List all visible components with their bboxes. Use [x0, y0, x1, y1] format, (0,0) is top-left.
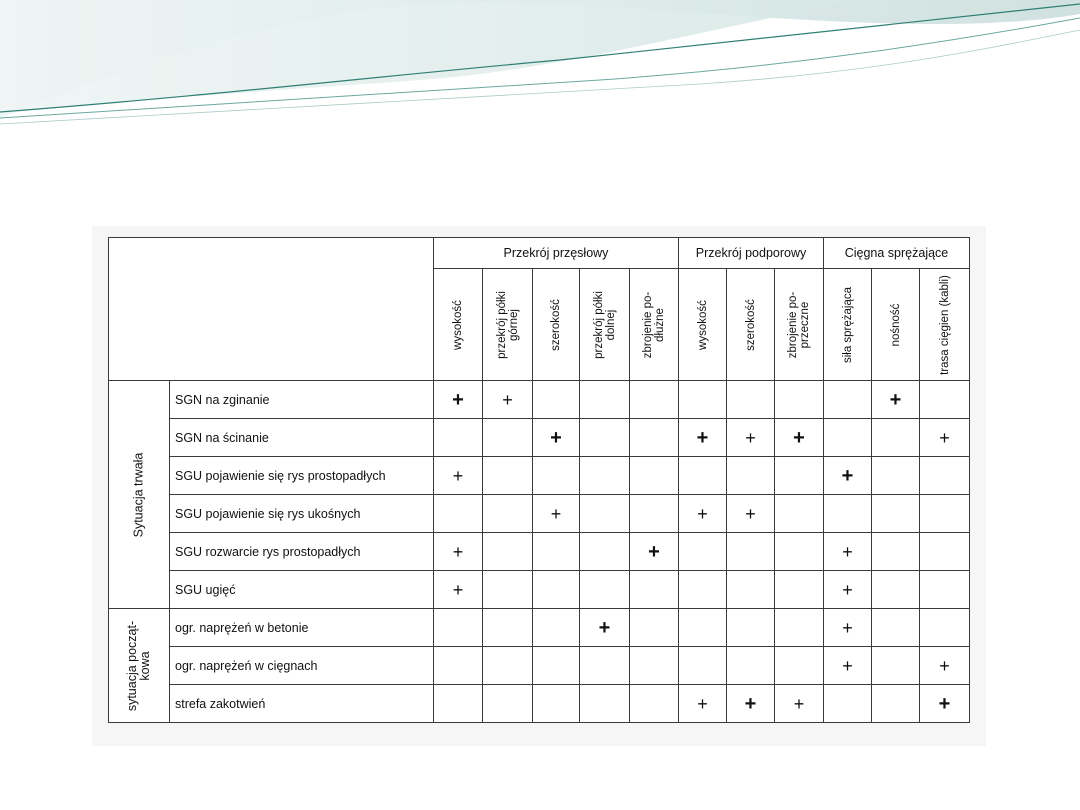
empty-cell [872, 457, 920, 495]
empty-cell [727, 457, 775, 495]
plus-mark-cell: + [533, 495, 580, 533]
empty-cell [483, 609, 533, 647]
empty-cell [483, 457, 533, 495]
empty-cell [483, 685, 533, 723]
column-header [727, 269, 775, 381]
plus-mark-cell: + [775, 419, 824, 457]
group-header-tendons: Cięgna sprężające [824, 238, 970, 269]
plus-mark-cell: + [434, 457, 483, 495]
empty-cell [679, 533, 727, 571]
plus-mark-cell: + [824, 457, 872, 495]
row-label: SGU ugięć [170, 571, 434, 609]
plus-mark-cell: + [824, 609, 872, 647]
plus-mark-cell: + [824, 647, 872, 685]
table-row [109, 609, 970, 647]
empty-cell [483, 495, 533, 533]
empty-cell [775, 533, 824, 571]
empty-cell [533, 647, 580, 685]
plus-mark-cell: + [630, 533, 679, 571]
column-header [434, 269, 483, 381]
empty-cell [872, 495, 920, 533]
plus-mark-cell: + [920, 647, 970, 685]
empty-cell [580, 571, 630, 609]
requirements-matrix [108, 237, 970, 723]
column-header [775, 269, 824, 381]
plus-mark-cell: + [434, 571, 483, 609]
plus-mark-cell: + [727, 419, 775, 457]
empty-cell [434, 647, 483, 685]
column-header-label: przekrój półki dolnej [592, 290, 617, 359]
empty-cell [434, 495, 483, 533]
empty-cell [434, 609, 483, 647]
plus-mark-cell: + [580, 609, 630, 647]
empty-cell [580, 457, 630, 495]
empty-cell [727, 647, 775, 685]
group-header-span: Przekrój przęsłowy [434, 238, 679, 269]
empty-cell [483, 533, 533, 571]
empty-cell [727, 533, 775, 571]
empty-cell [920, 609, 970, 647]
empty-cell [533, 609, 580, 647]
empty-cell [679, 609, 727, 647]
column-header-label: szerokość [550, 298, 562, 351]
row-label: SGU rozwarcie rys prostopadłych [170, 533, 434, 571]
empty-cell [580, 381, 630, 419]
empty-cell [533, 571, 580, 609]
section-label-cell [109, 381, 170, 609]
group-header-support: Przekrój podporowy [679, 238, 824, 269]
empty-cell [872, 419, 920, 457]
table-row [109, 457, 970, 495]
table-row [109, 495, 970, 533]
plus-mark-cell: + [920, 685, 970, 723]
empty-cell [630, 685, 679, 723]
column-header [679, 269, 727, 381]
empty-cell [775, 647, 824, 685]
column-header-label: siła sprężająca [841, 286, 854, 363]
plus-mark-cell: + [679, 495, 727, 533]
section-label: Sytuacja trwała [131, 452, 146, 537]
row-label: strefa zakotwień [170, 685, 434, 723]
empty-cell [920, 533, 970, 571]
column-header [533, 269, 580, 381]
empty-cell [580, 419, 630, 457]
column-header-label: trasa cięgien (kabli) [938, 274, 951, 375]
empty-cell [920, 495, 970, 533]
empty-cell [679, 571, 727, 609]
empty-cell [872, 685, 920, 723]
empty-cell [775, 609, 824, 647]
empty-cell [920, 571, 970, 609]
plus-mark-cell: + [872, 381, 920, 419]
empty-cell [775, 381, 824, 419]
empty-cell [533, 381, 580, 419]
column-header-label: wysokość [696, 299, 709, 350]
plus-mark-cell: + [679, 685, 727, 723]
row-label: ogr. naprężeń w cięgnach [170, 647, 434, 685]
plus-mark-cell: + [727, 495, 775, 533]
empty-cell [533, 533, 580, 571]
column-header-label: przekrój półki górnej [495, 290, 520, 359]
plus-mark-cell: + [824, 571, 872, 609]
row-label: ogr. naprężeń w betonie [170, 609, 434, 647]
row-label: SGN na ścinanie [170, 419, 434, 457]
section-label-cell [109, 609, 170, 723]
row-label: SGN na zginanie [170, 381, 434, 419]
table-row [109, 381, 970, 419]
plus-mark-cell: + [533, 419, 580, 457]
column-header-label: szerokość [744, 298, 757, 351]
empty-cell [775, 457, 824, 495]
empty-cell [580, 495, 630, 533]
section-label: sytuacja począt-kowa [125, 620, 152, 711]
column-header-label: zbrojenie po-przeczne [787, 291, 811, 358]
plus-mark-cell: + [434, 533, 483, 571]
empty-cell [580, 533, 630, 571]
empty-cell [533, 457, 580, 495]
plus-mark-cell: + [727, 685, 775, 723]
plus-mark-cell: + [679, 419, 727, 457]
empty-cell [533, 685, 580, 723]
table-row [109, 647, 970, 685]
column-header [580, 269, 630, 381]
column-header-label: wysokość [452, 299, 464, 350]
plus-mark-cell: + [775, 685, 824, 723]
empty-cell [824, 381, 872, 419]
empty-cell [434, 419, 483, 457]
empty-cell [872, 647, 920, 685]
empty-cell [580, 647, 630, 685]
empty-cell [824, 495, 872, 533]
empty-cell [679, 457, 727, 495]
column-header [872, 269, 920, 381]
plus-mark-cell: + [483, 381, 533, 419]
empty-cell [434, 685, 483, 723]
empty-cell [630, 381, 679, 419]
plus-mark-cell: + [920, 419, 970, 457]
column-header [920, 269, 970, 381]
empty-cell [775, 571, 824, 609]
empty-cell [630, 571, 679, 609]
empty-cell [775, 495, 824, 533]
column-header [483, 269, 533, 381]
empty-cell [630, 457, 679, 495]
empty-cell [727, 571, 775, 609]
table-row [109, 685, 970, 723]
row-label: SGU pojawienie się rys ukośnych [170, 495, 434, 533]
corner-cell [109, 238, 434, 381]
empty-cell [630, 419, 679, 457]
plus-mark-cell: + [434, 381, 483, 419]
column-header-label: zbrojenie po-dłużne [642, 291, 666, 358]
table-row [109, 571, 970, 609]
empty-cell [483, 647, 533, 685]
empty-cell [872, 609, 920, 647]
group-header-row [109, 238, 970, 269]
empty-cell [630, 495, 679, 533]
empty-cell [630, 609, 679, 647]
plus-mark-cell: + [824, 533, 872, 571]
table-row [109, 533, 970, 571]
empty-cell [872, 533, 920, 571]
empty-cell [920, 457, 970, 495]
empty-cell [580, 685, 630, 723]
empty-cell [679, 381, 727, 419]
empty-cell [483, 419, 533, 457]
empty-cell [727, 609, 775, 647]
column-header [630, 269, 679, 381]
table-row [109, 419, 970, 457]
empty-cell [872, 571, 920, 609]
empty-cell [824, 685, 872, 723]
empty-cell [483, 571, 533, 609]
row-label: SGU pojawienie się rys prostopadłych [170, 457, 434, 495]
empty-cell [824, 419, 872, 457]
empty-cell [727, 381, 775, 419]
column-header-label: nośność [889, 303, 902, 346]
empty-cell [679, 647, 727, 685]
header-wave-decoration [0, 0, 1080, 130]
empty-cell [630, 647, 679, 685]
column-header [824, 269, 872, 381]
empty-cell [920, 381, 970, 419]
